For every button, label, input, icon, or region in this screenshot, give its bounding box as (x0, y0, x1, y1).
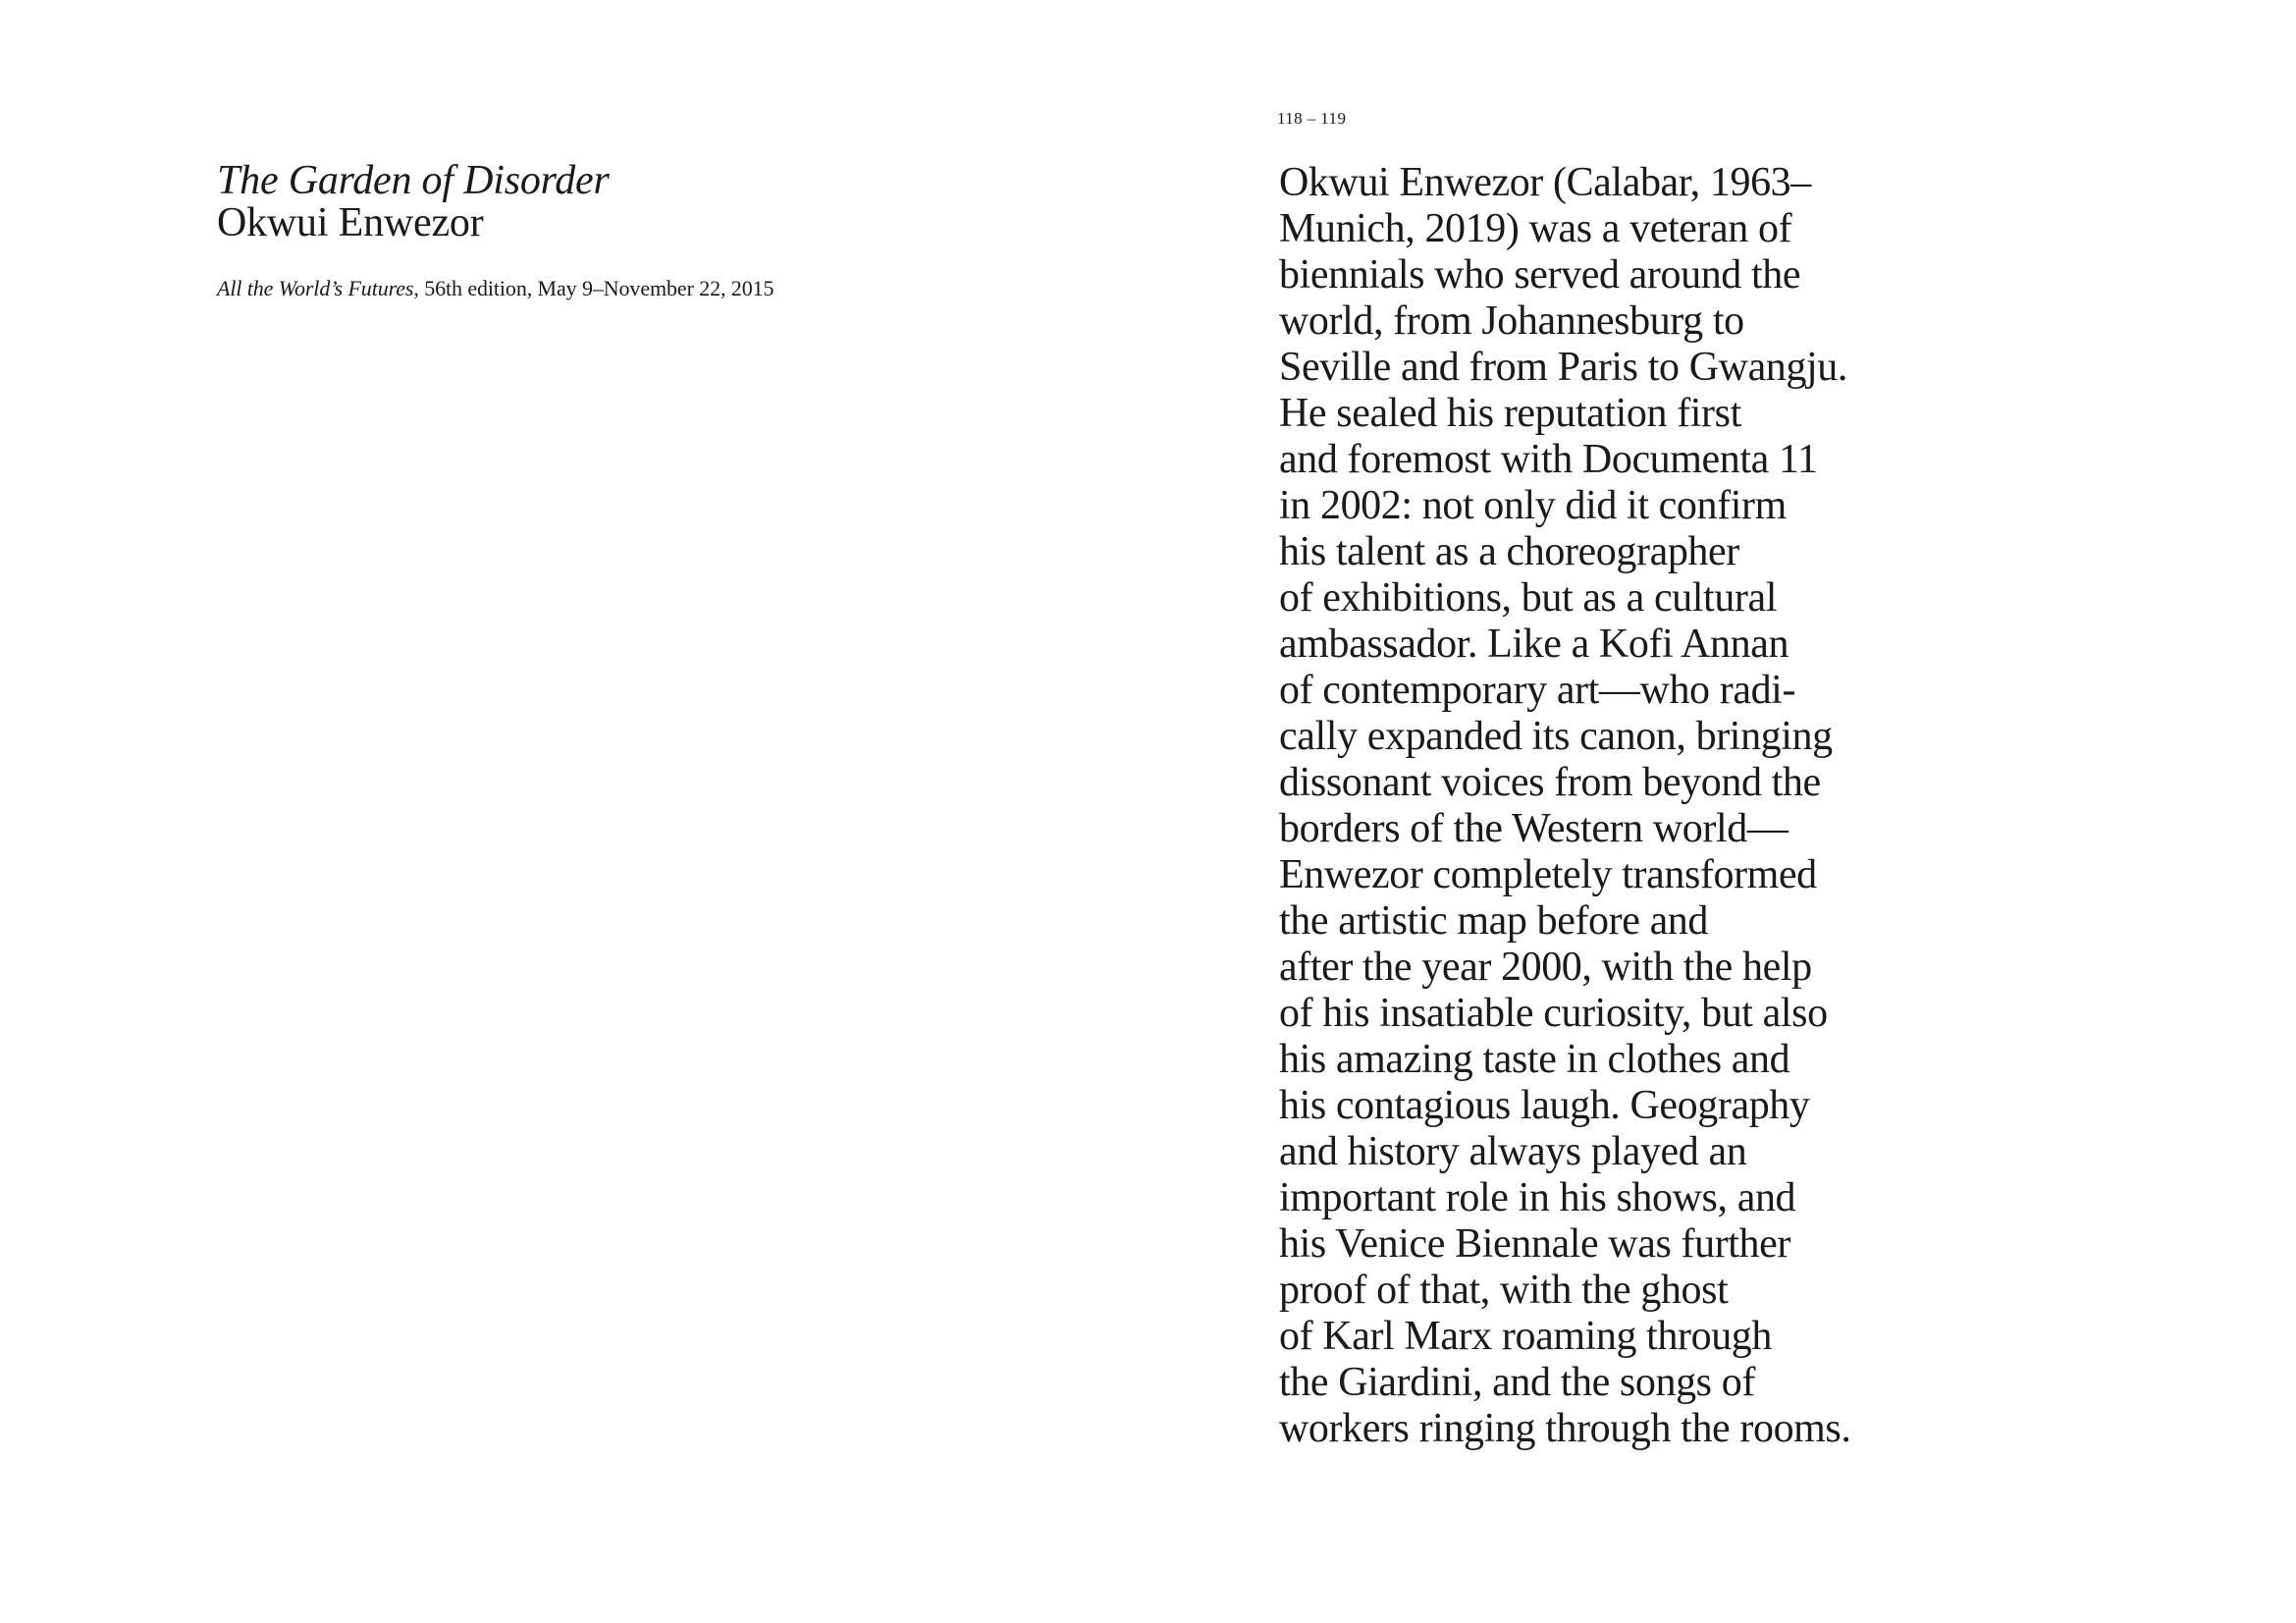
exhibition-caption (217, 276, 774, 301)
caption-series-title: All the World’s Futures (217, 276, 414, 300)
caption-details: , 56th edition, May 9–November 22, 2015 (413, 276, 774, 300)
folio-page-numbers: 118 – 119 (1277, 109, 1347, 128)
exhibition-title: The Garden of Disorder (217, 158, 610, 203)
body-text: Okwui Enwezor (Calabar, 1963– Munich, 2019) was a veteran of biennials who served around the world, from Johannesburg to Seville and from Paris to Gwangju. He sealed his reputation first and foremost with Documenta 11 in 2002: not only did it confirm his talent as a choreographer of exhibitions, but as a cultural ambassador. Like a Kofi Annan of contemporary art—who radi- cally expanded its canon, bringing dissonant voices from beyond the borders of the Western world— Enwezor completely transformed the artistic map before and after the year 2000, with the help of his insatiable curiosity, but also his amazing taste in clothes and his contagious laugh. Geography and history always played an important role in his shows, and his Venice Biennale was further proof of that, with the ghost of Karl Marx roaming through the Giardini, and the songs of workers ringing through the rooms. (1279, 160, 1851, 1451)
curator-name: Okwui Enwezor (217, 200, 484, 245)
